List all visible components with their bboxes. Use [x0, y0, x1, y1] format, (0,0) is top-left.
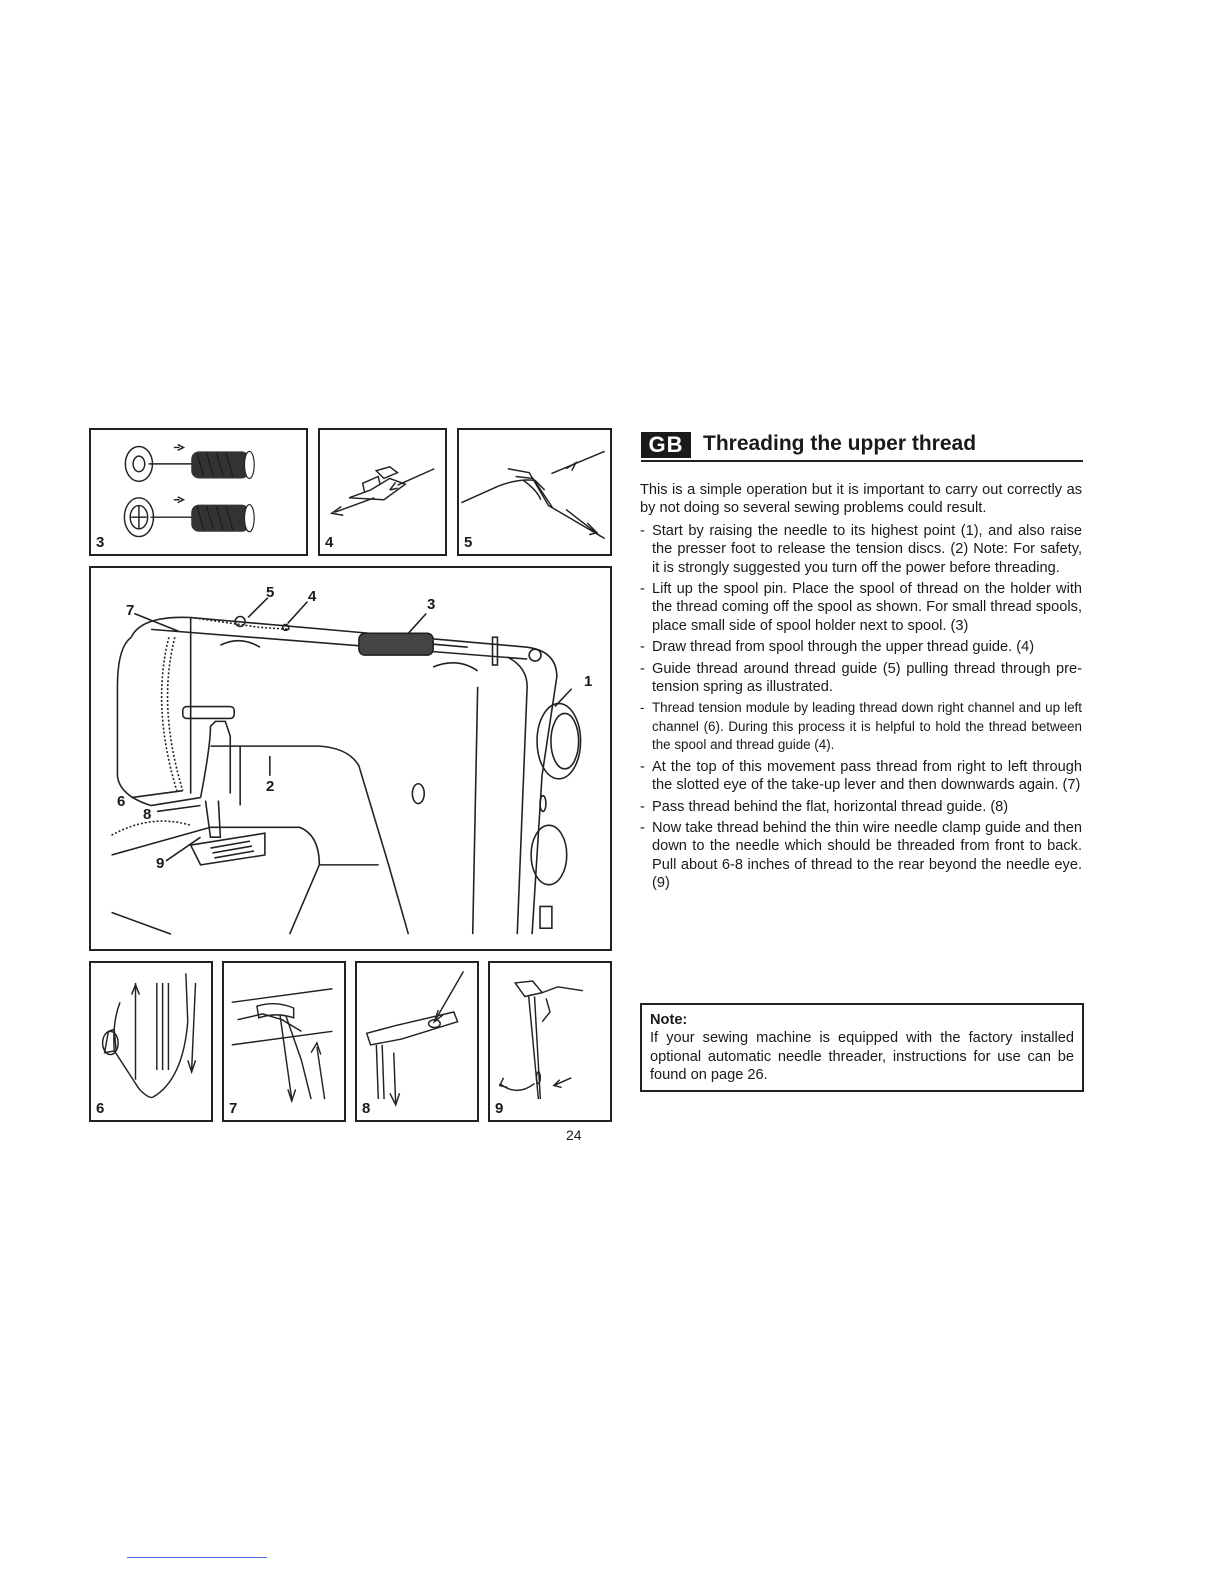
pretension-spring-illustration — [459, 430, 610, 554]
callout-6: 6 — [117, 793, 126, 810]
sewing-machine-illustration — [91, 568, 610, 949]
figure-main-machine — [89, 566, 612, 951]
step-text: Now take thread behind the thin wire needle clamp guide and then down to the needle which should be threaded from front to back. Pull about 6-8 inches of thread to the rear beyond the needle eye. (9) — [652, 819, 1082, 892]
callout-7: 7 — [126, 602, 135, 619]
callout-3: 3 — [427, 596, 436, 613]
thread-guide-illustration — [320, 430, 445, 554]
intro-paragraph: This is a simple operation but it is important to carry out correctly as by not doing so several sewing problems could result. — [640, 482, 1082, 517]
figure-4-thread-guide — [318, 428, 447, 556]
note-text: If your sewing machine is equipped with the factory installed optional automatic needle threader, instructions for use can be found on page 26. — [650, 1030, 1074, 1084]
figure-8-horizontal-guide — [355, 961, 479, 1122]
figure-9-needle-threading — [488, 961, 612, 1122]
section-header — [641, 430, 1083, 462]
list-item: - Lift up the spool pin. Place the spool of thread on the holder with the thread coming off the spool as shown. For small thread spools, place small side of spool holder next to spool. (3) — [640, 581, 1082, 634]
list-item: - Start by raising the needle to its highest point (1), and also raise the presser foot to release the tension discs. (2) Note: For safety, it is strongly suggested you turn off the power before threading. — [640, 522, 1082, 576]
callout-2: 2 — [266, 778, 275, 795]
callout-5: 5 — [266, 584, 275, 601]
list-item: - Thread tension module by leading thread down right channel and up left channel (6). During this process it is helpful to hold the thread between the spool and thread guide (4). — [640, 700, 1082, 753]
list-item: - Guide thread around thread guide (5) pulling thread through pre-tension spring as illustrated. — [640, 660, 1082, 696]
list-item: - Now take thread behind the thin wire needle clamp guide and then down to the needle which should be threaded from front to back. Pull about 6-8 inches of thread to the rear beyond the needle eye. (9) — [640, 819, 1082, 892]
page-number: 24 — [566, 1127, 582, 1143]
tension-channel-illustration — [91, 963, 211, 1120]
step-text: At the top of this movement pass thread from right to left through the slotted eye of the take-up lever and then downwards again. (7) — [652, 758, 1082, 794]
figure-label-9: 9 — [495, 1100, 504, 1117]
spool-holder-illustration — [91, 430, 306, 554]
step-text: Pass thread behind the flat, horizontal thread guide. (8) — [652, 798, 1009, 815]
figure-label-4: 4 — [325, 534, 334, 551]
horizontal-guide-illustration — [357, 963, 477, 1120]
list-item: - At the top of this movement pass thread from right to left through the slotted eye of the take-up lever and then downwards again. (7) — [640, 758, 1082, 794]
needle-threading-illustration — [490, 963, 610, 1120]
list-item: - Draw thread from spool through the upper thread guide. (4) — [640, 639, 1035, 656]
figure-6-tension-channel — [89, 961, 213, 1122]
step-text: Lift up the spool pin. Place the spool of thread on the holder with the thread coming off the spool as shown. For small thread spools, place small side of spool holder next to spool. (3) — [652, 581, 1082, 634]
note-box — [640, 1003, 1084, 1092]
figure-label-3: 3 — [96, 534, 105, 551]
figure-3-spool-holder — [89, 428, 308, 556]
figure-label-7: 7 — [229, 1100, 238, 1117]
callout-1: 1 — [584, 673, 593, 690]
figure-7-takeup-lever — [222, 961, 346, 1122]
step-text: Guide thread around thread guide (5) pulling thread through pre-tension spring as illustrated. — [652, 660, 1082, 696]
takeup-lever-illustration — [224, 963, 344, 1120]
list-item: - Pass thread behind the flat, horizontal thread guide. (8) — [640, 798, 1009, 815]
callout-4: 4 — [308, 588, 317, 605]
language-badge: GB — [641, 432, 691, 458]
figure-label-6: 6 — [96, 1100, 105, 1117]
note-title: Note: — [650, 1012, 688, 1028]
page-title: Threading the upper thread — [703, 432, 977, 455]
figure-label-8: 8 — [362, 1100, 371, 1117]
step-text: Thread tension module by leading thread down right channel and up left channel (6). During this process it is helpful to hold the thread between the spool and thread guide (4). — [652, 700, 1082, 753]
step-text: Draw thread from spool through the upper thread guide. (4) — [652, 639, 1035, 656]
step-text: Start by raising the needle to its highest point (1), and also raise the presser foot to release the tension discs. (2) Note: For safety, it is strongly suggested you turn off the power before threading. — [652, 522, 1082, 576]
figure-5-pretension-spring — [457, 428, 612, 556]
steps-list — [640, 522, 1082, 893]
figure-label-5: 5 — [464, 534, 473, 551]
instructions-body — [640, 481, 1082, 896]
callout-9: 9 — [156, 855, 165, 872]
callout-8: 8 — [143, 806, 152, 823]
footer-rule — [127, 1557, 267, 1558]
